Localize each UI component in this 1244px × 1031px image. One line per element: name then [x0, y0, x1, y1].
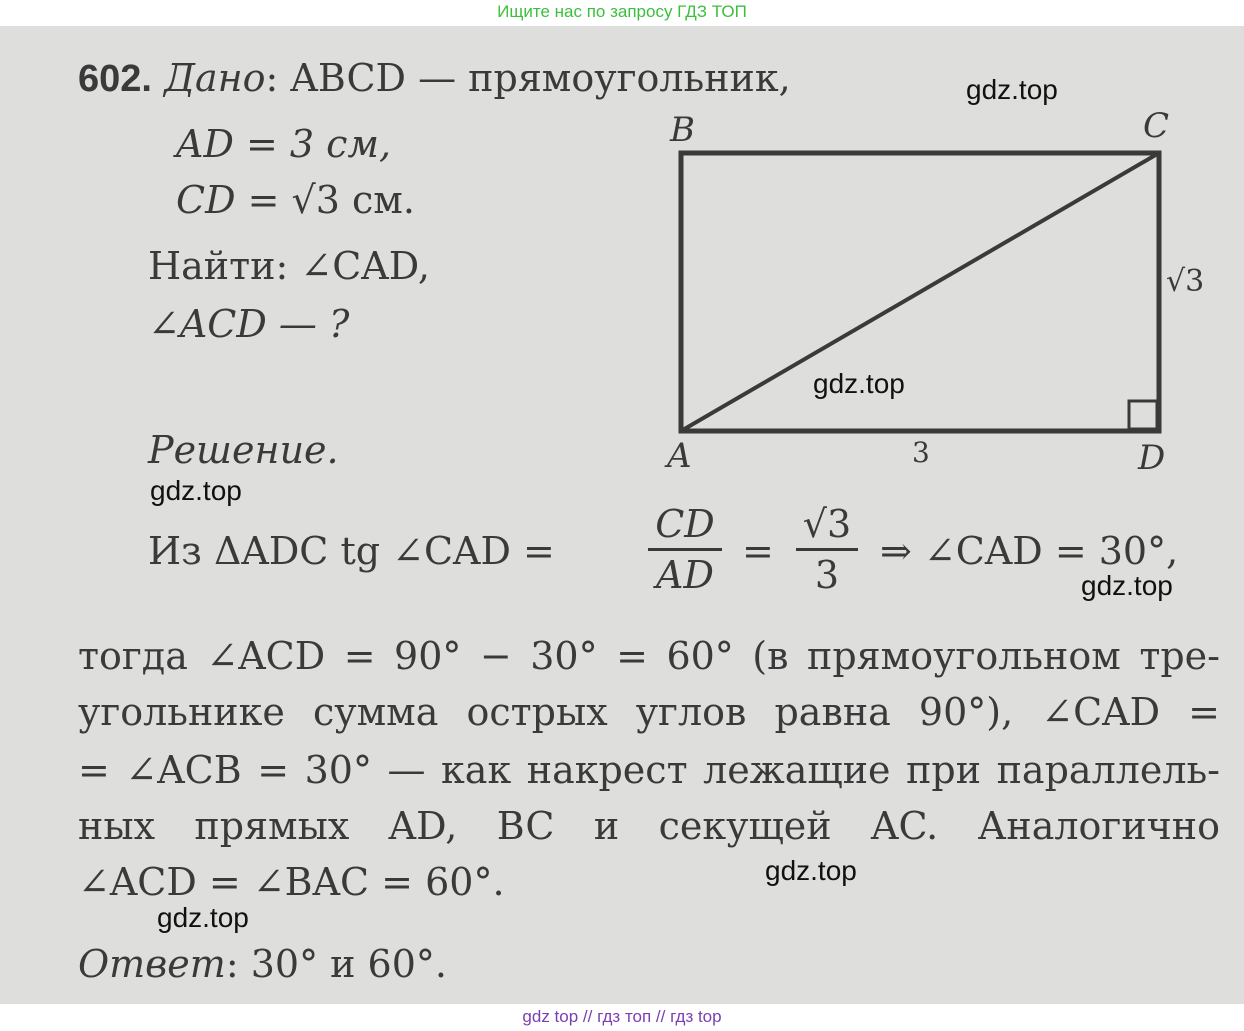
- fraction-cd-ad: [648, 502, 722, 597]
- watermark: gdz.top: [1081, 570, 1173, 601]
- vertex-label-c: C: [1143, 106, 1170, 146]
- watermark: gdz.top: [765, 855, 857, 886]
- watermark: gdz.top: [150, 475, 242, 506]
- vertex-label-d: D: [1138, 438, 1166, 478]
- formula-right: ⇒ ∠CAD = 30°,: [880, 529, 1179, 573]
- fraction-2-bar: [796, 548, 858, 551]
- vertex-label-a: A: [667, 436, 692, 476]
- top-banner: Ищите нас по запросу ГДЗ ТОП: [497, 2, 747, 21]
- formula-left: Из ΔADC tg ∠CAD =: [148, 529, 555, 573]
- solution-line-3: = ∠ACB = 30° — как накрест лежащие при параллель-: [78, 748, 1220, 792]
- find-line-1: Найти: ∠CAD,: [148, 244, 430, 288]
- fraction-2-numerator: √3: [802, 502, 852, 546]
- given-cd-prefix: CD =: [176, 178, 292, 222]
- bottom-banner: gdz top // гдз топ // гдз top: [522, 1007, 722, 1026]
- solution-line-1: тогда ∠ACD = 90° − 30° = 60° (в прямоугольном тре-: [78, 634, 1220, 678]
- given-label: Дано: [164, 56, 266, 100]
- given-cd-suffix: см.: [339, 178, 415, 222]
- vertex-label-b: B: [670, 110, 695, 150]
- given-cd-root: √3: [291, 178, 340, 222]
- equals-sign: =: [742, 529, 774, 573]
- answer-text: : 30° и 60°.: [225, 942, 447, 986]
- fraction-1-bar: [648, 548, 722, 551]
- fraction-root3-3: [796, 502, 858, 597]
- watermark: gdz.top: [813, 368, 905, 399]
- fraction-1-numerator: CD: [655, 502, 715, 546]
- side-cd-label: √3: [1166, 264, 1205, 299]
- right-angle-mark: [1129, 401, 1157, 429]
- solution-line-5: ∠ACD = ∠BAC = 60°.: [78, 860, 505, 904]
- solution-line-4: ных прямых AD, BC и секущей AC. Аналогично: [78, 804, 1220, 848]
- diagonal-ac: [681, 153, 1159, 431]
- solution-line-2: угольнике сумма острых углов равна 90°), ∠CAD =: [78, 690, 1220, 734]
- fraction-1-denominator: AD: [656, 553, 714, 597]
- side-ad-label: 3: [912, 436, 930, 469]
- solution-heading: Решение.: [148, 428, 339, 472]
- given-ad: AD = 3 см,: [176, 122, 392, 166]
- fraction-2-denominator: 3: [814, 553, 840, 597]
- given-text: : ABCD — прямоугольник,: [265, 56, 791, 100]
- find-line-2: ∠ACD — ?: [148, 302, 350, 346]
- answer: [78, 942, 447, 986]
- watermark: gdz.top: [157, 902, 249, 933]
- watermark: gdz.top: [966, 74, 1058, 105]
- problem-number: 602.: [78, 58, 152, 100]
- textbook-scan: [0, 26, 1244, 1004]
- given-cd: [176, 178, 415, 222]
- problem-header: [78, 56, 791, 101]
- answer-label: Ответ: [78, 942, 226, 986]
